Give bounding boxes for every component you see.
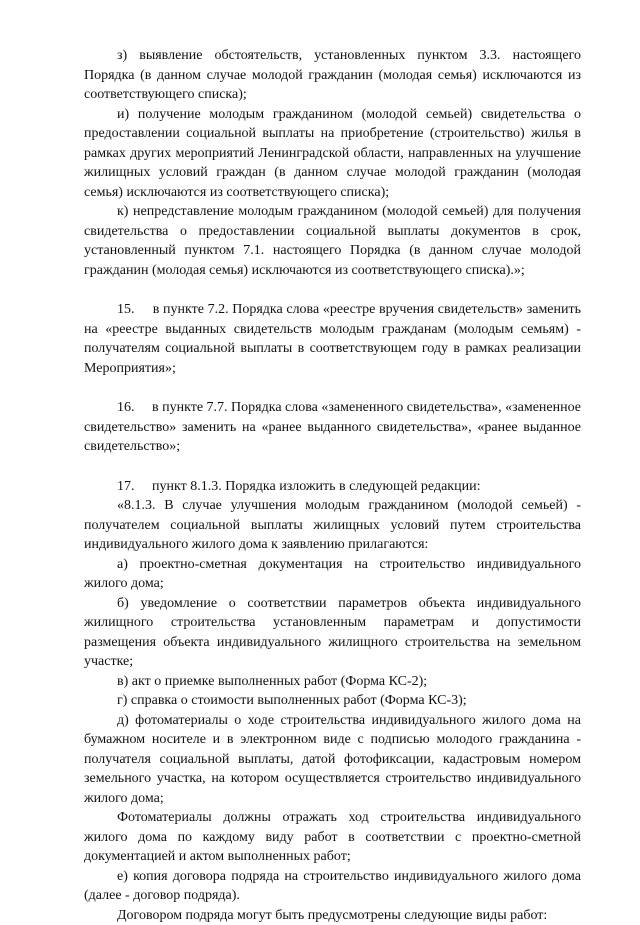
paragraph: е) копия договора подряда на строительство индивидуального жилого дома (далее - договор подряда). [84,867,581,906]
paragraph: а) проектно-сметная документация на строительство индивидуального жилого дома; [84,555,581,594]
document-body [84,46,581,925]
paragraph: 16. в пункте 7.7. Порядка слова «замененного свидетельства», «замененное свидетельство» заменить на «ранее выданного свидетельства», «ранее выданное свидетельство»; [84,398,581,457]
paragraph: Договором подряда могут быть предусмотрены следующие виды работ: [84,906,581,925]
paragraph: к) непредставление молодым гражданином (молодой семьей) для получения свидетельства о предоставлении социальной выплаты документов в срок, установленный пунктом 7.1. настоящего Порядка (в данном случае молодой гражданин (молодая семья) исключаются из соответствующего списка).»; [84,202,581,280]
paragraph: д) фотоматериалы о ходе строительства индивидуального жилого дома на бумажном носителе и в электронном виде с подписью молодого гражданина - получателя социальной выплаты, датой фотофиксации, кадастровым номером земельного участка, на котором осуществляется строительство индивидуального жилого дома; [84,711,581,809]
paragraph: 15. в пункте 7.2. Порядка слова «реестре вручения свидетельств» заменить на «реестре выданных свидетельств молодым гражданам (молодым семьям) - получателям социальной выплаты в соответствующем году в рамках реализации Мероприятия»; [84,300,581,378]
paragraph: з) выявление обстоятельств, установленных пунктом 3.3. настоящего Порядка (в данном случае молодой гражданин (молодая семья) исключаются из соответствующего списка); [84,46,581,105]
paragraph: г) справка о стоимости выполненных работ (Форма КС-3); [84,691,581,711]
paragraph: 17. пункт 8.1.3. Порядка изложить в следующей редакции: [84,477,581,497]
paragraph: Фотоматериалы должны отражать ход строительства индивидуального жилого дома по каждому виду работ в соответствии с проектно-сметной документацией и актом выполненных работ; [84,808,581,867]
paragraph: и) получение молодым гражданином (молодой семьей) свидетельства о предоставлении социальной выплаты на приобретение (строительство) жилья в рамках других мероприятий Ленинградской области, направленных на улучшение жилищных условий граждан (в данном случае молодой гражданин (молодая семья) исключаются из соответствующего списка); [84,105,581,203]
paragraph: «8.1.3. В случае улучшения молодым гражданином (молодой семьей) - получателем социальной выплаты жилищных условий путем строительства индивидуального жилого дома к заявлению прилагаются: [84,496,581,555]
paragraph: в) акт о приемке выполненных работ (Форма КС-2); [84,672,581,692]
paragraph: б) уведомление о соответствии параметров объекта индивидуального жилищного строительства установленным параметрам и допустимости размещения объекта индивидуального жилищного строительства на земельном участке; [84,594,581,672]
